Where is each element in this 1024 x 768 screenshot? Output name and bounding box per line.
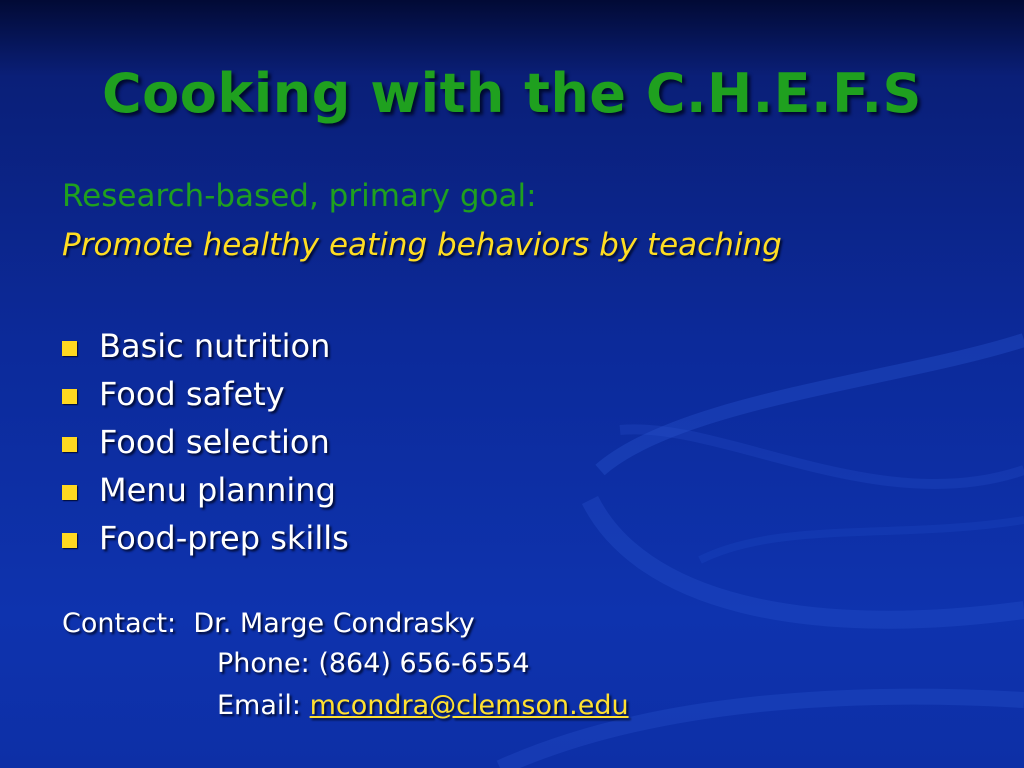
email-line bbox=[217, 690, 629, 721]
bullet-label: Menu planning bbox=[99, 471, 336, 509]
bullet-label: Food safety bbox=[99, 375, 285, 413]
phone-label: Phone: bbox=[217, 648, 310, 679]
email-link[interactable]: mcondra@clemson.edu bbox=[309, 690, 629, 721]
bullet-item bbox=[62, 466, 349, 514]
bullet-list bbox=[62, 322, 349, 562]
goal-statement: Promote healthy eating behaviors by teaching bbox=[62, 227, 782, 263]
subtitle: Research-based, primary goal: bbox=[62, 178, 537, 214]
square-bullet-icon bbox=[62, 533, 77, 548]
square-bullet-icon bbox=[62, 341, 77, 356]
bullet-item bbox=[62, 418, 349, 466]
bullet-label: Food-prep skills bbox=[99, 519, 349, 557]
square-bullet-icon bbox=[62, 437, 77, 452]
contact-line bbox=[62, 608, 475, 639]
slide-title: Cooking with the C.H.E.F.S bbox=[102, 62, 922, 125]
phone-number: (864) 656-6554 bbox=[318, 648, 530, 679]
bullet-item bbox=[62, 322, 349, 370]
bullet-item bbox=[62, 370, 349, 418]
contact-name: Dr. Marge Condrasky bbox=[193, 608, 475, 639]
square-bullet-icon bbox=[62, 485, 77, 500]
square-bullet-icon bbox=[62, 389, 77, 404]
bullet-label: Basic nutrition bbox=[99, 327, 331, 365]
bullet-item bbox=[62, 514, 349, 562]
phone-line bbox=[217, 648, 530, 679]
email-label: Email: bbox=[217, 690, 302, 721]
bullet-label: Food selection bbox=[99, 423, 330, 461]
contact-label: Contact: bbox=[62, 608, 177, 639]
